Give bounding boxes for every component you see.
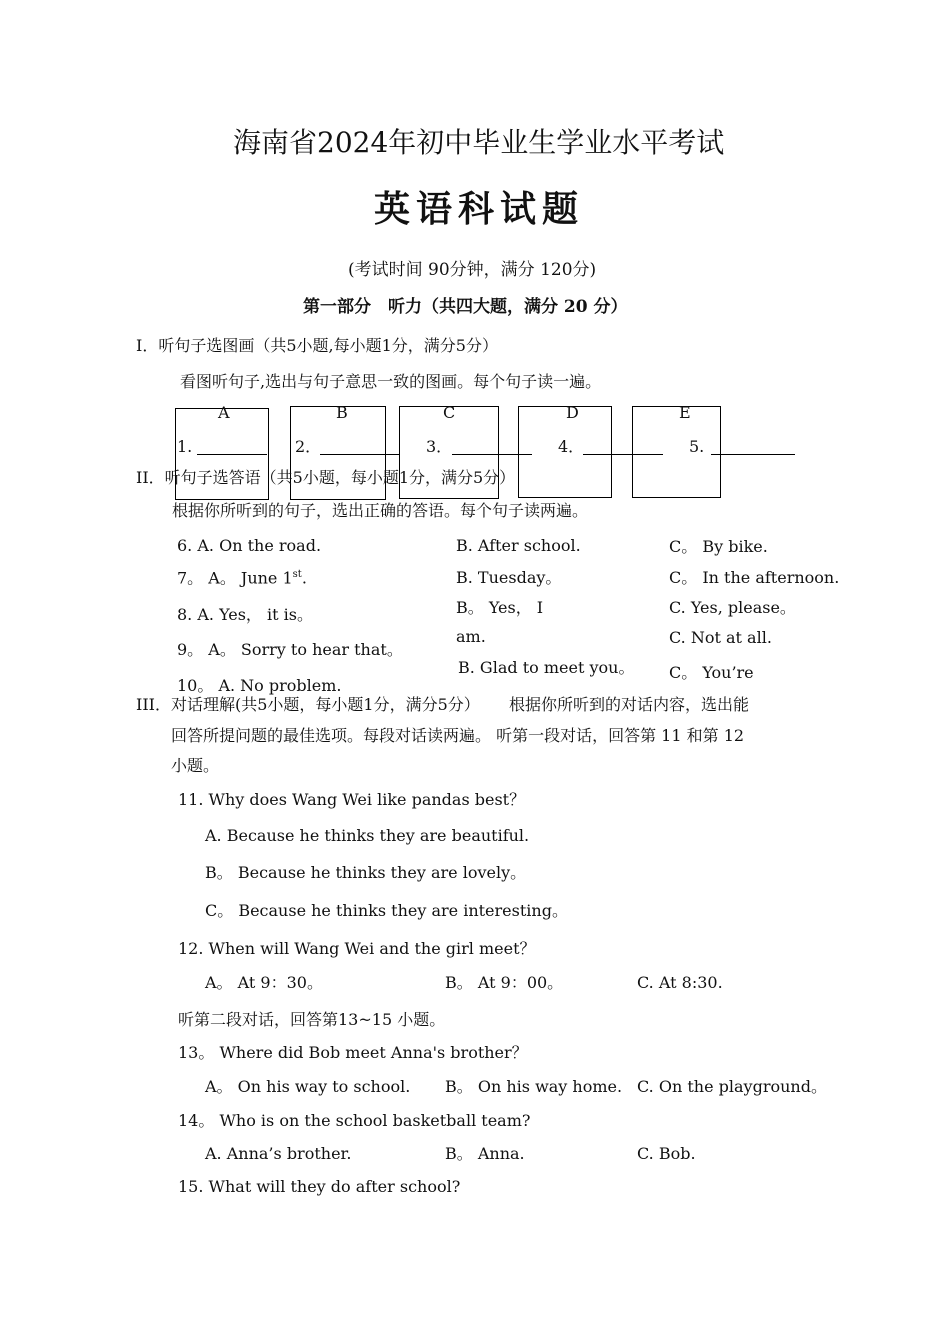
q9-option-b: B. Glad to meet you。 [458,658,635,677]
q7-option-a-end: . [301,568,307,588]
picture-label-c: C [443,403,456,422]
q14-option-a: A. Anna’s brother. [205,1144,352,1163]
exam-time-info: (考试时间 90分钟，满分 120分) [348,260,597,280]
q7-option-a [177,569,307,587]
section3-heading: III．对话理解(共5小题，每小题1分，满分5分） [136,695,480,714]
q8-option-b-line1: B。 Yes， I [456,598,544,617]
q11-option-a: A. Because he thinks they are beautiful. [205,826,530,845]
q14-option-c: C. Bob. [637,1144,696,1163]
q7-option-a-text: 7。 A。 June 1 [177,568,293,588]
q6-option-b: B. After school. [456,536,581,555]
section3-instruction-3: 小题。 [171,756,220,775]
q9-option-a: 9。 A。 Sorry to hear that。 [177,640,403,659]
q12-question: 12. When will Wang Wei and the girl meet？ [178,939,536,958]
section3-instruction-2: 回答所提问题的最佳选项。每段对话读两遍。 听第一段对话，回答第 11 和第 12 [171,726,745,745]
q12-option-a: A。 At 9：30。 [205,973,323,992]
q8-option-a: 8. A. Yes， it is。 [177,605,313,624]
q7-option-a-sup: st [292,569,302,580]
picture-label-e: E [679,403,691,422]
section1-instruction: 看图听句子,选出与句子意思一致的图画。每个句子读一遍。 [180,372,602,391]
blank-3-line[interactable] [452,454,532,455]
q12-option-c: C. At 8:30. [637,973,723,992]
section2-instruction: 根据你所听到的句子，选出正确的答语。每个句子读两遍。 [172,501,589,520]
part1-heading: 第一部分 听力（共四大题，满分 20 分） [303,297,628,317]
q9-option-c: C. Not at all. [669,628,772,647]
section2-heading: II．听句子选答语（共5小题，每小题1分，满分5分） [136,468,516,487]
q13-option-a: A。 On his way to school. [205,1077,411,1096]
blank-3-number: 3． [426,437,453,456]
q7-option-b: B. Tuesday。 [456,568,562,587]
q12-option-b: B。 At 9：00。 [445,973,564,992]
picture-label-a: A [218,403,230,422]
q8-option-c: C. Yes, please。 [669,598,796,617]
blank-5-line[interactable] [711,454,795,455]
blank-1-line[interactable] [197,454,267,455]
q14-option-b: B。 Anna. [445,1144,525,1163]
blank-2-line[interactable] [320,454,400,455]
q15-question: 15. What will they do after school? [178,1177,461,1196]
picture-label-d: D [566,403,579,422]
section1-heading: I．听句子选图画（共5小题,每小题1分，满分5分） [136,336,498,355]
q13-question: 13。 Where did Bob meet Anna's brother？ [178,1043,528,1062]
exam-title: 海南省2024年初中毕业生学业水平考试 [233,126,725,159]
q6-option-a: 6. A. On the road. [177,536,322,555]
picture-label-b: B [336,403,348,422]
q13-option-b: B。 On his way home. [445,1077,623,1096]
q10-option-c: C。 You’re [669,663,754,682]
q6-option-c: C。 By bike. [669,537,768,556]
q7-option-c: C。 In the afternoon. [669,568,840,587]
blank-4-line[interactable] [583,454,663,455]
q11-option-b: B。 Because he thinks they are lovely。 [205,863,527,882]
picture-box-e [632,403,721,498]
q8-option-b-line2: am. [456,627,486,646]
dialog2-instruction: 听第二段对话，回答第13~15 小题。 [178,1010,446,1029]
q14-question: 14。 Who is on the school basketball team? [178,1111,531,1130]
q10-option-a: 10。 A. No problem. [177,676,342,695]
q11-question: 11. Why does Wang Wei like pandas best？ [178,790,526,809]
section3-instruction-1: 根据你所听到的对话内容，选出能 [509,695,750,714]
q11-option-c: C。 Because he thinks they are interesting。 [205,901,568,920]
blank-5-number: 5. [689,437,705,456]
blank-2-number: 2． [295,437,322,456]
blank-4-number: 4． [558,437,585,456]
blank-1-number: 1. [177,437,193,456]
subject-title: 英语科试题 [374,188,585,230]
q13-option-c: C. On the playground。 [637,1077,827,1096]
